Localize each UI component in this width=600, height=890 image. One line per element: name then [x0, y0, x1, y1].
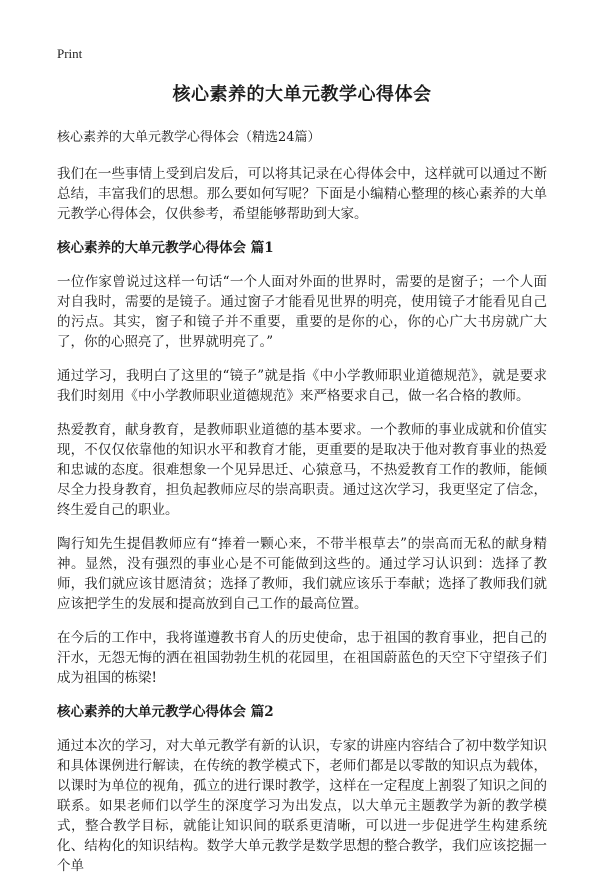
paragraph: 在今后的工作中，我将谨遵教书育人的历史使命，忠于祖国的教育事业，把自己的汗水，无怨无悔的洒在祖国勃勃生机的花园里，在祖国蔚蓝色的天空下守望孩子们成为祖国的栋梁! [57, 630, 547, 686]
paragraph: 一位作家曾说过这样一句话“一个人面对外面的世界时，需要的是窗子；一个人面对自我时，需要的是镜子。通过窗子才能看见世界的明亮，使用镜子才能看见自己的污点。其实，窗子和镜子并不重要，重要的是你的心，你的心广大书房就广大了，你的心照亮了，世界就明亮了。” [57, 274, 547, 350]
document-body [57, 74, 547, 890]
paragraph: 热爱教育，献身教育，是教师职业道德的基本要求。一个教师的事业成就和价值实现，不仅仅依靠他的知识水平和教育才能，更重要的是取决于他对教育事业的热爱和忠诚的态度。很难想象一个见异思迁、心猿意马，不热爱教育工作的教师，能倾尽全力投身教育，担负起教师应尽的崇高职责。通过这次学习，我更坚定了信念，终生爱自己的职业。 [57, 422, 547, 518]
section-heading: 核心素养的大单元教学心得体会 篇2 [57, 704, 274, 720]
page-title: 核心素养的大单元教学心得体会 [172, 84, 432, 105]
paragraph: 通过学习，我明白了这里的“镜子”就是指《中小学教师职业道德规范》，就是要求我们时刻用《中小学教师职业道德规范》来严格要求自己，做一名合格的教师。 [57, 368, 547, 404]
intro-paragraph: 我们在一些事情上受到启发后，可以将其记录在心得体会中，这样就可以通过不断总结，丰富我们的思想。那么要如何写呢？下面是小编精心整理的核心素养的大单元教学心得体会，仅供参考，希望能够帮助到大家。 [57, 166, 547, 222]
paragraph: 通过本次的学习，对大单元教学有新的认识，专家的讲座内容结合了初中数学知识和具体课例进行解读，在传统的教学模式下，老师们都是以零散的知识点为载体，以课时为单位的视角，孤立的进行课时教学，这样在一定程度上割裂了知识之间的联系。如果老师们以学生的深度学习为出发点，以大单元主题教学为新的教学模式，整合教学目标，就能让知识间的联系更清晰，可以进一步促进学生构建系统化、结构化的知识结构。数学大单元教学是数学思想的整合教学，我们应该挖掘一个单 [57, 738, 547, 874]
print-link[interactable]: Print [57, 46, 83, 61]
section-heading: 核心素养的大单元教学心得体会 篇1 [57, 240, 274, 256]
paragraph: 陶行知先生提倡教师应有“捧着一颗心来，不带半根草去”的崇高而无私的献身精神。显然，没有强烈的事业心是不可能做到这些的。通过学习认识到：选择了教师，我们就应该甘愿清贫；选择了教师，我们就应该乐于奉献；选择了教师我们就应该把学生的发展和提高放到自己工作的最高位置。 [57, 536, 547, 612]
document-subtitle: 核心素养的大单元教学心得体会（精选24篇） [57, 130, 321, 145]
